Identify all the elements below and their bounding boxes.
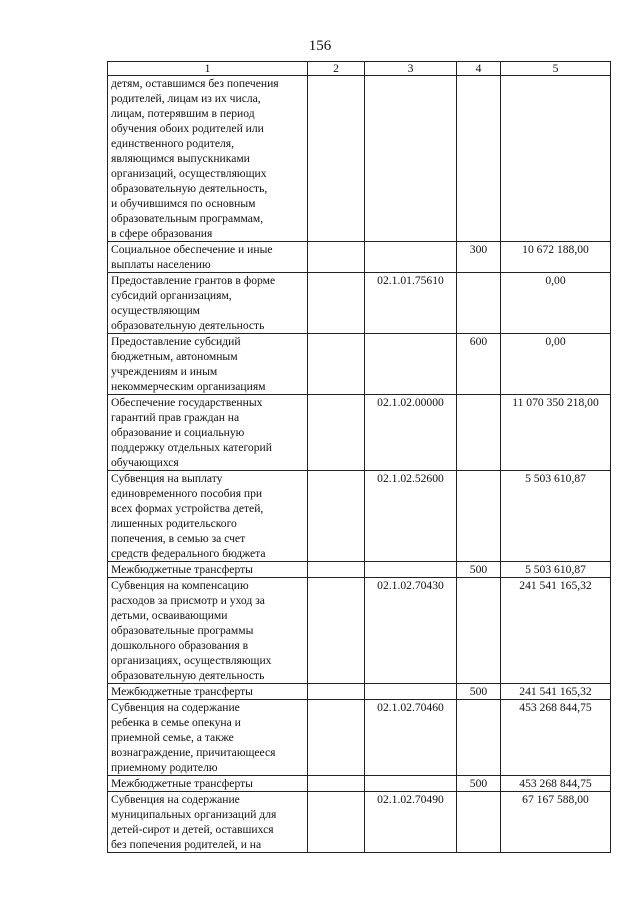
budget-table bbox=[107, 61, 611, 853]
row-name-line: муниципальных организаций для bbox=[111, 808, 277, 821]
header-col-5: 5 bbox=[501, 62, 611, 76]
table-row bbox=[108, 471, 611, 562]
row-name-line: образовательную деятельность bbox=[111, 669, 265, 682]
header-col-4: 4 bbox=[457, 62, 501, 76]
row-name-line: бюджетным, автономным bbox=[111, 350, 238, 363]
row-type-cell: 500 bbox=[457, 562, 501, 578]
row-name-line: всех формах устройства детей, bbox=[111, 502, 264, 515]
row-name-cell bbox=[108, 395, 308, 471]
row-type-cell: 500 bbox=[457, 776, 501, 792]
row-name-line: детям, оставшимся без попечения bbox=[111, 77, 279, 90]
row-name-line: в сфере образования bbox=[111, 227, 213, 240]
row-col2-cell bbox=[308, 776, 365, 792]
row-name-line: Субвенция на содержание bbox=[111, 793, 240, 806]
table-row bbox=[108, 76, 611, 242]
row-col2-cell bbox=[308, 792, 365, 853]
row-code-cell: 02.1.02.70430 bbox=[365, 578, 457, 684]
row-name-line: образовательным программам, bbox=[111, 212, 264, 225]
row-amount-cell: 241 541 165,32 bbox=[501, 578, 611, 684]
row-name-line: лишенных родительского bbox=[111, 517, 237, 530]
row-name-line: образовательную деятельность bbox=[111, 319, 265, 332]
table-row bbox=[108, 562, 611, 578]
row-name-line: некоммерческим организациям bbox=[111, 380, 266, 393]
row-name-cell bbox=[108, 776, 308, 792]
row-name-line: приемному родителю bbox=[111, 761, 218, 774]
row-name-line: поддержку отдельных категорий bbox=[111, 441, 272, 454]
row-name-line: выплаты населению bbox=[111, 258, 211, 271]
row-name-line: лицам, потерявшим в период bbox=[111, 107, 255, 120]
row-name-line: Субвенция на компенсацию bbox=[111, 579, 249, 592]
row-type-cell: 300 bbox=[457, 242, 501, 273]
row-amount-cell: 5 503 610,87 bbox=[501, 562, 611, 578]
row-col2-cell bbox=[308, 273, 365, 334]
row-code-cell bbox=[365, 334, 457, 395]
row-col2-cell bbox=[308, 334, 365, 395]
row-type-cell bbox=[457, 273, 501, 334]
row-code-cell: 02.1.02.00000 bbox=[365, 395, 457, 471]
row-amount-cell bbox=[501, 76, 611, 242]
row-col2-cell bbox=[308, 471, 365, 562]
row-name-cell bbox=[108, 334, 308, 395]
table-row bbox=[108, 273, 611, 334]
row-code-cell: 02.1.02.70460 bbox=[365, 700, 457, 776]
row-name-line: образовательную деятельность, bbox=[111, 182, 268, 195]
row-col2-cell bbox=[308, 578, 365, 684]
row-type-cell bbox=[457, 76, 501, 242]
row-name-line: детей-сирот и детей, оставшихся bbox=[111, 823, 274, 836]
row-name-cell bbox=[108, 471, 308, 562]
row-name-line: средств федерального бюджета bbox=[111, 547, 266, 560]
row-name-line: образовательные программы bbox=[111, 624, 254, 637]
row-amount-cell: 0,00 bbox=[501, 273, 611, 334]
row-type-cell: 600 bbox=[457, 334, 501, 395]
row-name-line: осуществляющим bbox=[111, 304, 201, 317]
row-code-cell bbox=[365, 684, 457, 700]
table-row bbox=[108, 792, 611, 853]
row-code-cell bbox=[365, 76, 457, 242]
row-type-cell: 500 bbox=[457, 684, 501, 700]
table-row bbox=[108, 334, 611, 395]
table-row bbox=[108, 776, 611, 792]
table-row bbox=[108, 684, 611, 700]
row-name-line: Предоставление грантов в форме bbox=[111, 274, 276, 287]
row-name-line: попечения, в семью за счет bbox=[111, 532, 246, 545]
row-name-line: Социальное обеспечение и иные bbox=[111, 243, 273, 256]
row-col2-cell bbox=[308, 76, 365, 242]
row-code-cell: 02.1.02.52600 bbox=[365, 471, 457, 562]
row-name-line: Межбюджетные трансферты bbox=[111, 563, 253, 576]
header-col-2: 2 bbox=[308, 62, 365, 76]
row-code-cell bbox=[365, 776, 457, 792]
row-name-cell bbox=[108, 242, 308, 273]
row-amount-cell: 453 268 844,75 bbox=[501, 776, 611, 792]
row-name-line: учреждениям и иным bbox=[111, 365, 218, 378]
row-name-line: Субвенция на содержание bbox=[111, 701, 240, 714]
row-name-cell bbox=[108, 700, 308, 776]
row-name-line: Межбюджетные трансферты bbox=[111, 685, 253, 698]
table-row bbox=[108, 578, 611, 684]
row-name-line: гарантий прав граждан на bbox=[111, 411, 240, 424]
row-amount-cell: 10 672 188,00 bbox=[501, 242, 611, 273]
row-col2-cell bbox=[308, 684, 365, 700]
row-name-line: обучения обоих родителей или bbox=[111, 122, 264, 135]
row-code-cell: 02.1.02.70490 bbox=[365, 792, 457, 853]
row-name-line: организациях, осуществляющих bbox=[111, 654, 272, 667]
row-name-line: Межбюджетные трансферты bbox=[111, 777, 253, 790]
row-name-line: Обеспечение государственных bbox=[111, 396, 263, 409]
row-name-line: детьми, осваивающими bbox=[111, 609, 228, 622]
row-name-line: Субвенция на выплату bbox=[111, 472, 223, 485]
row-name-cell bbox=[108, 273, 308, 334]
row-name-cell bbox=[108, 578, 308, 684]
row-name-cell bbox=[108, 562, 308, 578]
row-amount-cell: 67 167 588,00 bbox=[501, 792, 611, 853]
header-col-3: 3 bbox=[365, 62, 457, 76]
row-amount-cell: 241 541 165,32 bbox=[501, 684, 611, 700]
row-name-line: обучающихся bbox=[111, 456, 179, 469]
row-name-line: образование и социальную bbox=[111, 426, 245, 439]
row-amount-cell: 5 503 610,87 bbox=[501, 471, 611, 562]
table-row bbox=[108, 395, 611, 471]
row-type-cell bbox=[457, 395, 501, 471]
row-name-line: дошкольного образования в bbox=[111, 639, 249, 652]
table-row bbox=[108, 242, 611, 273]
row-name-line: расходов за присмотр и уход за bbox=[111, 594, 265, 607]
header-row bbox=[108, 62, 611, 76]
row-name-line: родителей, лицам из их числа, bbox=[111, 92, 261, 105]
row-name-line: являющимся выпускниками bbox=[111, 152, 250, 165]
row-name-line: без попечения родителей, и на bbox=[111, 838, 262, 851]
table-row bbox=[108, 700, 611, 776]
row-name-cell bbox=[108, 76, 308, 242]
row-type-cell bbox=[457, 578, 501, 684]
row-type-cell bbox=[457, 700, 501, 776]
row-col2-cell bbox=[308, 700, 365, 776]
row-col2-cell bbox=[308, 395, 365, 471]
row-name-line: вознаграждение, причитающееся bbox=[111, 746, 276, 759]
row-name-line: приемной семье, а также bbox=[111, 731, 234, 744]
row-name-line: ребенка в семье опекуна и bbox=[111, 716, 241, 729]
row-code-cell bbox=[365, 562, 457, 578]
row-amount-cell: 453 268 844,75 bbox=[501, 700, 611, 776]
row-amount-cell: 0,00 bbox=[501, 334, 611, 395]
row-name-line: единственного родителя, bbox=[111, 137, 235, 150]
row-type-cell bbox=[457, 792, 501, 853]
row-name-cell bbox=[108, 792, 308, 853]
row-name-line: единовременного пособия при bbox=[111, 487, 263, 500]
row-name-line: субсидий организациям, bbox=[111, 289, 232, 302]
row-col2-cell bbox=[308, 562, 365, 578]
row-name-line: Предоставление субсидий bbox=[111, 335, 241, 348]
page-number: 156 bbox=[308, 38, 332, 54]
row-name-line: и обучившимся по основным bbox=[111, 197, 256, 210]
header-col-1: 1 bbox=[108, 62, 308, 76]
row-code-cell: 02.1.01.75610 bbox=[365, 273, 457, 334]
row-name-line: организаций, осуществляющих bbox=[111, 167, 267, 180]
row-type-cell bbox=[457, 471, 501, 562]
row-amount-cell: 11 070 350 218,00 bbox=[501, 395, 611, 471]
row-name-cell bbox=[108, 684, 308, 700]
row-col2-cell bbox=[308, 242, 365, 273]
table-body bbox=[108, 76, 611, 853]
row-code-cell bbox=[365, 242, 457, 273]
